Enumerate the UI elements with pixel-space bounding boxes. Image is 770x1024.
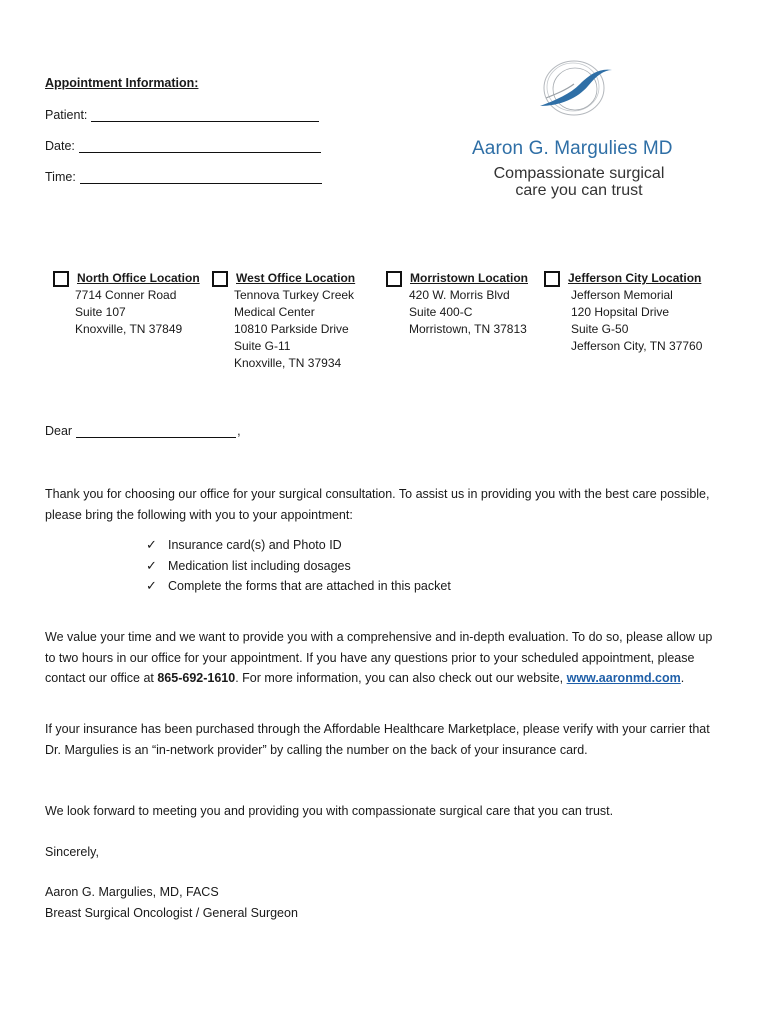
- location-line: Tennova Turkey Creek: [234, 288, 355, 302]
- location-line: 420 W. Morris Blvd: [409, 288, 510, 302]
- date-field: [45, 135, 322, 153]
- location-north: [53, 270, 200, 338]
- date-label: Date:: [45, 139, 75, 153]
- practice-logo: [466, 52, 686, 212]
- logo-tagline-line2: care you can trust: [515, 182, 643, 199]
- intro-paragraph: Thank you for choosing our office for your surgical consultation. To assist us in providing you with the best care possible, please bring the following with you to your appointment:: [45, 487, 710, 522]
- location-jefferson-city: [544, 270, 702, 355]
- bring-checklist: [146, 535, 451, 597]
- location-line: Knoxville, TN 37934: [234, 356, 342, 370]
- time-paragraph: [45, 627, 725, 689]
- dear-label: Dear: [45, 424, 73, 438]
- appointment-title: Appointment Information:: [45, 76, 199, 90]
- signature-block: [45, 882, 725, 923]
- para2-text: .: [680, 671, 685, 685]
- list-item: [146, 535, 451, 556]
- location-line: Medical Center: [234, 305, 315, 319]
- location-line: Suite 400-C: [409, 305, 473, 319]
- para2-text: We value your time and we want to provide you with a comprehensive and in-depth evaluation. To do so, please allow up to two hours in our office for your appointment. If you have any questions prior to your scheduled appointment, please contact our office at: [45, 630, 713, 685]
- logo-tagline: [474, 165, 684, 199]
- location-west: [212, 270, 355, 372]
- location-checkbox[interactable]: [386, 271, 402, 287]
- location-line: Suite 107: [75, 305, 126, 319]
- location-line: Jefferson Memorial: [571, 288, 673, 302]
- list-item: [146, 556, 451, 577]
- location-line: Morristown, TN 37813: [409, 322, 527, 336]
- signature-title: Breast Surgical Oncologist / General Surgeon: [45, 905, 298, 920]
- signature-name: Aaron G. Margulies, MD, FACS: [45, 885, 219, 899]
- location-line: Knoxville, TN 37849: [75, 322, 183, 336]
- location-line: Suite G-50: [571, 322, 629, 336]
- recipient-blank[interactable]: [76, 424, 236, 438]
- location-morristown: [386, 270, 528, 338]
- time-blank[interactable]: [80, 170, 322, 184]
- location-line: Jefferson City, TN 37760: [571, 339, 703, 353]
- location-title: Jefferson City Location: [568, 271, 702, 285]
- para2-text: . For more information, you can also check out our website,: [235, 671, 567, 685]
- location-line: 7714 Conner Road: [75, 288, 177, 302]
- location-line: 120 Hopsital Drive: [571, 305, 670, 319]
- greeting-comma: ,: [237, 424, 241, 438]
- location-title: West Office Location: [236, 271, 356, 285]
- location-checkbox[interactable]: [212, 271, 228, 287]
- checklist-text: Insurance card(s) and Photo ID: [168, 538, 342, 552]
- insurance-paragraph: If your insurance has been purchased through the Affordable Healthcare Marketplace, please verify with your carrier that Dr. Margulies is an “in-network provider” by calling the number on the back of your insurance card.: [45, 722, 710, 757]
- location-line: 10810 Parkside Drive: [234, 322, 349, 336]
- checklist-text: Complete the forms that are attached in this packet: [168, 579, 451, 593]
- location-checkbox[interactable]: [53, 271, 69, 287]
- checkmark-icon: ✓: [146, 537, 157, 552]
- location-line: Suite G-11: [234, 339, 291, 353]
- location-title: North Office Location: [77, 271, 200, 285]
- time-label: Time:: [45, 170, 76, 184]
- phone-number: 865-692-1610: [157, 671, 236, 685]
- location-title: Morristown Location: [410, 271, 528, 285]
- patient-blank[interactable]: [91, 108, 319, 122]
- date-blank[interactable]: [79, 139, 321, 153]
- closing-paragraph: We look forward to meeting you and providing you with compassionate surgical care that you can trust.: [45, 804, 614, 818]
- logo-tagline-line1: Compassionate surgical: [493, 165, 665, 182]
- greeting: [45, 424, 241, 438]
- patient-field: [45, 104, 322, 122]
- closing-salutation: Sincerely,: [45, 845, 99, 859]
- location-checkbox[interactable]: [544, 271, 560, 287]
- checkmark-icon: ✓: [146, 578, 157, 593]
- list-item: [146, 576, 451, 597]
- checkmark-icon: ✓: [146, 557, 157, 573]
- appointment-info: [45, 76, 322, 197]
- patient-label: Patient:: [45, 108, 88, 122]
- time-field: [45, 166, 322, 184]
- logo-name: Aaron G. Margulies MD: [472, 138, 673, 159]
- checklist-text: Medication list including dosages: [168, 558, 351, 573]
- website-link[interactable]: www.aaronmd.com: [566, 671, 681, 685]
- swoosh-logo-icon: [526, 54, 626, 124]
